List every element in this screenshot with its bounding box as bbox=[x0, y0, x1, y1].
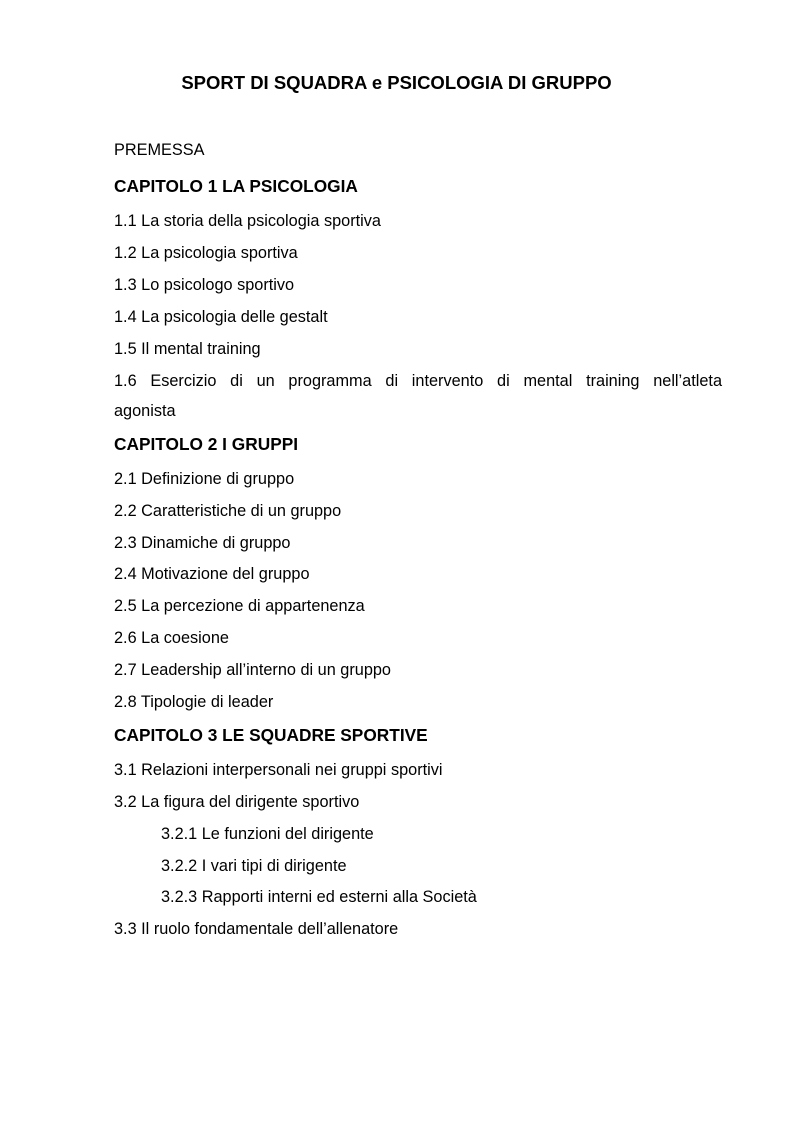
document-title: SPORT DI SQUADRA e PSICOLOGIA DI GRUPPO bbox=[181, 72, 612, 93]
toc-item-3-2: 3.2 La figura del dirigente sportivo bbox=[114, 793, 360, 811]
toc-item-1-1: 1.1 La storia della psicologia sportiva bbox=[114, 212, 381, 230]
chapter-3-heading: CAPITOLO 3 LE SQUADRE SPORTIVE bbox=[114, 725, 428, 745]
toc-item-2-1: 2.1 Definizione di gruppo bbox=[114, 470, 295, 488]
toc-item-1-4: 1.4 La psicologia delle gestalt bbox=[114, 308, 328, 326]
toc-item-2-8: 2.8 Tipologie di leader bbox=[114, 693, 274, 711]
toc-item-3-2-2: 3.2.2 I vari tipi di dirigente bbox=[161, 857, 347, 875]
toc-item-2-2: 2.2 Caratteristiche di un gruppo bbox=[114, 502, 342, 520]
toc-item-2-7: 2.7 Leadership all’interno di un gruppo bbox=[114, 661, 391, 679]
toc-item-3-3: 3.3 Il ruolo fondamentale dell’allenatore bbox=[114, 920, 399, 938]
toc-item-1-5: 1.5 Il mental training bbox=[114, 340, 261, 358]
toc-premessa: PREMESSA bbox=[114, 141, 205, 159]
toc-item-3-2-3: 3.2.3 Rapporti interni ed esterni alla Società bbox=[161, 888, 477, 906]
toc-item-1-6: 1.6 Esercizio di un programma di intervento di mental training nell’atleta bbox=[114, 372, 722, 390]
toc-item-2-3: 2.3 Dinamiche di gruppo bbox=[114, 534, 291, 552]
toc-item-1-6-continued: agonista bbox=[114, 402, 176, 420]
toc-item-3-1: 3.1 Relazioni interpersonali nei gruppi sportivi bbox=[114, 761, 443, 779]
toc-item-3-2-1: 3.2.1 Le funzioni del dirigente bbox=[161, 825, 374, 843]
toc-item-1-3: 1.3 Lo psicologo sportivo bbox=[114, 276, 295, 294]
toc-item-2-4: 2.4 Motivazione del gruppo bbox=[114, 565, 310, 583]
chapter-1-heading: CAPITOLO 1 LA PSICOLOGIA bbox=[114, 176, 358, 196]
toc-item-1-2: 1.2 La psicologia sportiva bbox=[114, 244, 298, 262]
toc-item-2-5: 2.5 La percezione di appartenenza bbox=[114, 597, 365, 615]
chapter-2-heading: CAPITOLO 2 I GRUPPI bbox=[114, 434, 299, 454]
toc-item-2-6: 2.6 La coesione bbox=[114, 629, 229, 647]
